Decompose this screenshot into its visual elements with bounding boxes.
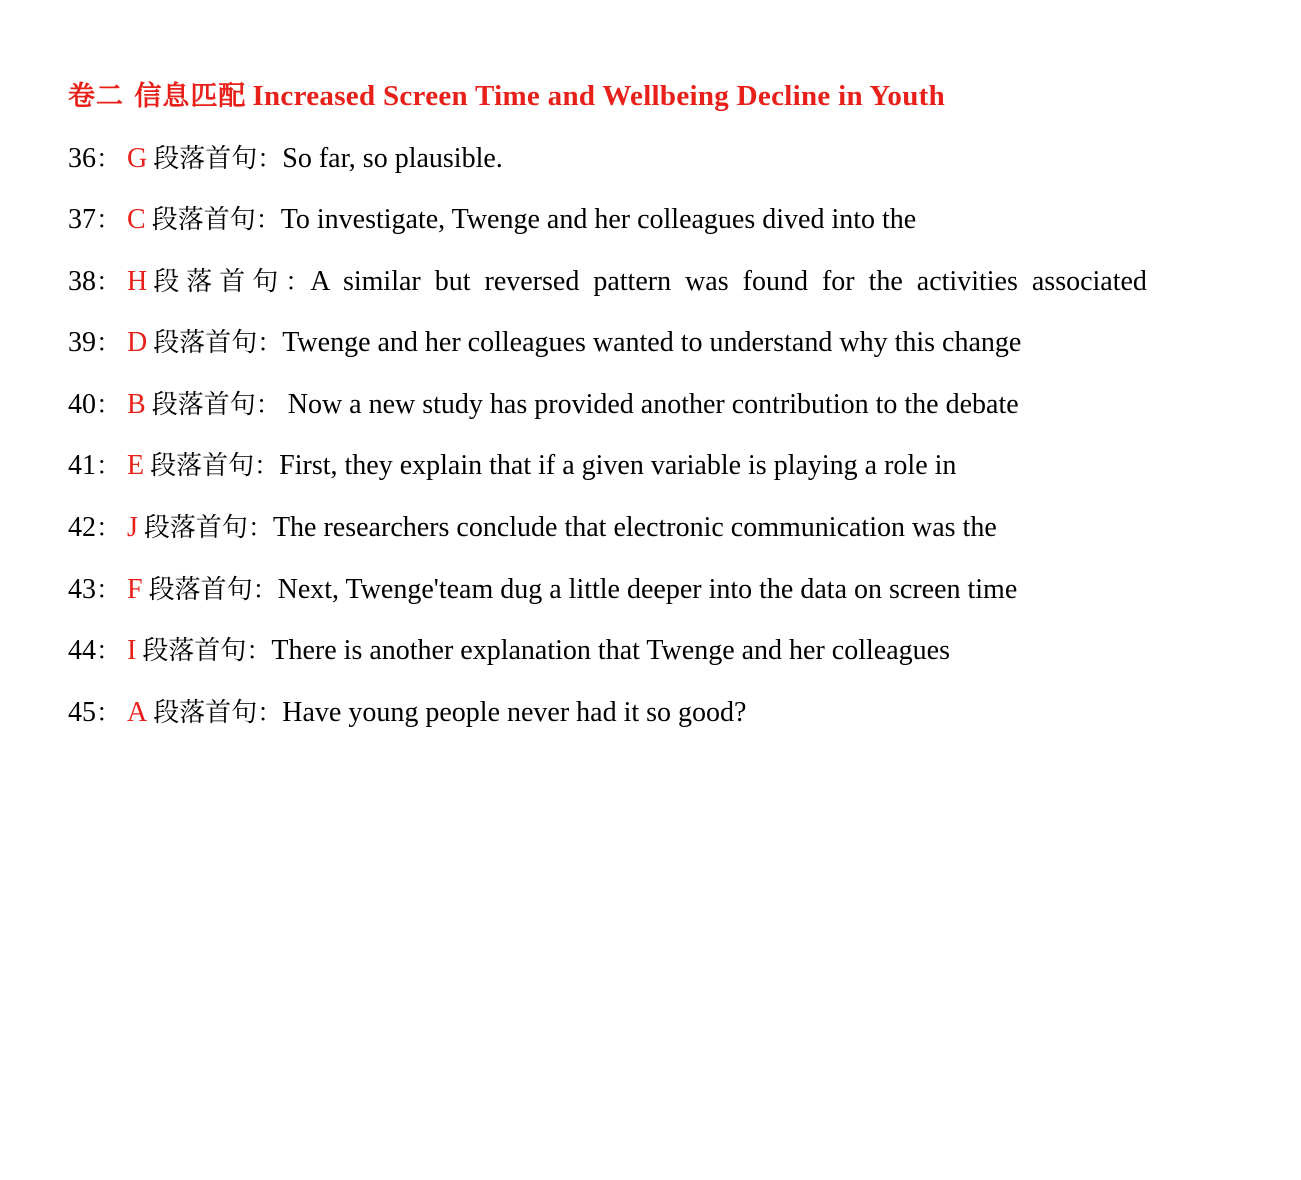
colon: ： (257, 143, 283, 173)
paragraph-first-sentence: There is another explanation that Twenge and her colleagues (271, 635, 950, 667)
answer-letter: F (127, 573, 143, 605)
answer-line-38 (68, 261, 1239, 304)
answer-letter: C (127, 204, 146, 236)
paragraph-first-sentence-label: 段落首句 (153, 143, 258, 174)
colon: ： (257, 328, 283, 358)
colon: ： (96, 205, 122, 235)
answer-letter: A (127, 696, 148, 728)
answer-line-36 (68, 138, 1239, 181)
question-number: 37 (68, 204, 96, 236)
answer-letter: D (127, 327, 148, 359)
question-number: 43 (68, 573, 96, 605)
question-number: 38 (68, 265, 96, 297)
colon: ： (96, 636, 122, 666)
colon: ： (96, 697, 122, 727)
colon: ： (255, 389, 281, 419)
paragraph-first-sentence: Twenge and her colleagues wanted to understand why this change (282, 327, 1022, 359)
question-number: 36 (68, 142, 96, 174)
colon: ： (96, 451, 122, 481)
colon: ： (254, 451, 280, 481)
paragraph-first-sentence: The researchers conclude that electronic communication was the (272, 511, 997, 543)
colon: ： (96, 389, 122, 419)
paragraph-first-sentence: Have young people never had it so good? (282, 696, 747, 728)
answer-line-42 (68, 507, 1239, 550)
paragraph-first-sentence: First, they explain that if a given variable is playing a role in (279, 450, 957, 482)
answer-letter: G (127, 142, 148, 174)
answer-line-45 (68, 692, 1239, 735)
paragraph-first-sentence-label: 段落首句 (153, 328, 258, 359)
paragraph-first-sentence-label: 段落首句 (143, 512, 248, 543)
colon: ： (96, 266, 122, 296)
colon: ： (252, 574, 278, 604)
paragraph-first-sentence: A similar but reversed pattern was found for the activities associated (310, 265, 1147, 297)
answer-line-43 (68, 569, 1239, 612)
question-number: 42 (68, 511, 96, 543)
colon: ： (96, 328, 122, 358)
page-title (68, 78, 1239, 116)
colon: ： (255, 205, 281, 235)
paragraph-first-sentence-label: 段落首句 (153, 697, 258, 728)
answer-line-44 (68, 630, 1239, 673)
answer-letter: B (127, 388, 146, 420)
paragraph-first-sentence-label: 段落首句 (142, 636, 247, 667)
paragraph-first-sentence: Next, Twenge'team dug a little deeper into the data on screen time (277, 573, 1018, 605)
question-number: 41 (68, 450, 96, 482)
question-number: 39 (68, 327, 96, 359)
answer-line-39 (68, 322, 1239, 365)
answer-line-41 (68, 445, 1239, 488)
colon: ： (96, 574, 122, 604)
answer-line-37 (68, 199, 1239, 242)
answer-letter: H (127, 265, 148, 297)
question-number: 40 (68, 388, 96, 420)
question-number: 45 (68, 696, 96, 728)
question-number: 44 (68, 635, 96, 667)
answer-line-40 (68, 384, 1239, 427)
colon: ： (257, 697, 283, 727)
paragraph-first-sentence: So far, so plausible. (282, 142, 503, 174)
paragraph-first-sentence-label: 段落首句 (148, 574, 253, 605)
colon: ： (247, 512, 273, 542)
colon: ： (96, 512, 122, 542)
colon: ： (246, 636, 272, 666)
colon: ： (96, 143, 122, 173)
paragraph-first-sentence: To investigate, Twenge and her colleagues dived into the (280, 204, 917, 236)
paragraph-first-sentence-label: 段落首句 (151, 205, 256, 236)
answer-letter: J (127, 511, 138, 543)
page-title-cn: 卷二 信息匹配 (68, 81, 247, 112)
answer-letter: E (127, 450, 145, 482)
paragraph-first-sentence-label: 段落首句 (151, 389, 256, 420)
colon: ： (285, 266, 311, 296)
page-title-en: Increased Screen Time and Wellbeing Decline in Youth (252, 80, 946, 112)
paragraph-first-sentence-label: 段落首句 (153, 266, 286, 297)
paragraph-first-sentence: Now a new study has provided another contribution to the debate (287, 388, 1019, 420)
answer-letter: I (127, 635, 137, 667)
paragraph-first-sentence-label: 段落首句 (150, 451, 255, 482)
